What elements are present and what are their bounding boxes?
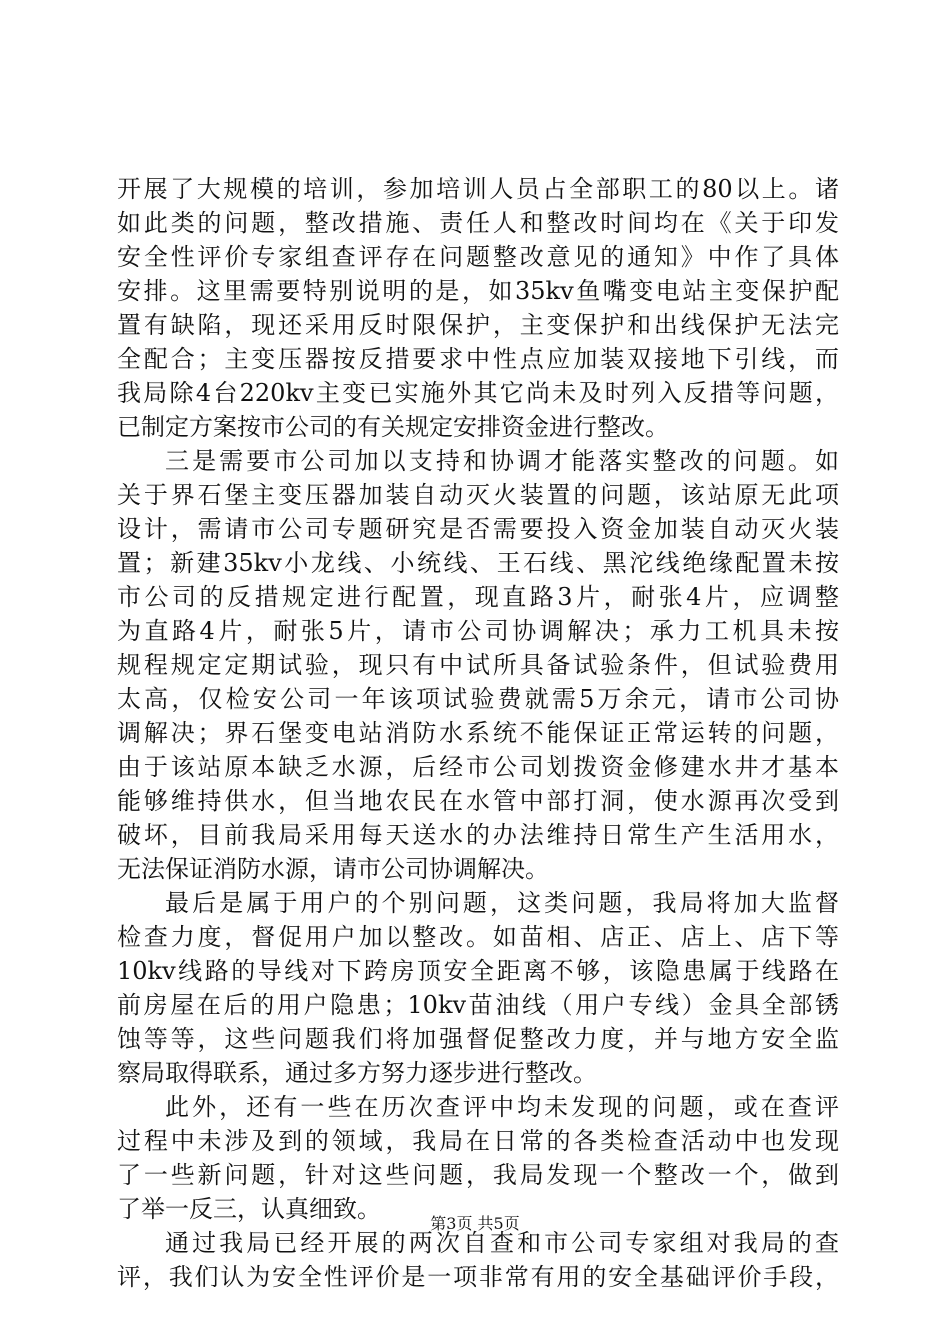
- body-line: 安全性评价专家组查评存在问题整改意见的通知》中作了具体: [117, 243, 839, 271]
- page-footer: [0, 1212, 950, 1236]
- body-line: 此外，还有一些在历次查评中均未发现的问题，或在查评: [165, 1093, 839, 1121]
- body-line: 了一些新问题，针对这些问题，我局发现一个整改一个，做到: [117, 1161, 839, 1189]
- page-number: 第3页 共5页: [430, 1214, 520, 1233]
- body-line: 置；新建35kv小龙线、小统线、王石线、黑沱线绝缘配置未按: [117, 549, 839, 577]
- body-line: 检查力度，督促用户加以整改。如苗相、店正、店上、店下等: [117, 923, 839, 951]
- body-line: 三是需要市公司加以支持和协调才能落实整改的问题。如: [165, 447, 839, 475]
- body-line: 了举一反三，认真细致。: [117, 1195, 381, 1223]
- body-line: 最后是属于用户的个别问题，这类问题，我局将加大监督: [165, 889, 839, 917]
- body-line: 置有缺陷，现还采用反时限保护，主变保护和出线保护无法完: [117, 311, 839, 339]
- body-line: 10kv线路的导线对下跨房顶安全距离不够，该隐患属于线路在: [117, 957, 839, 985]
- body-line: 蚀等等，这些问题我们将加强督促整改力度，并与地方安全监: [117, 1025, 839, 1053]
- body-line: 开展了大规模的培训，参加培训人员占全部职工的80以上。诸: [117, 175, 839, 203]
- body-line: 由于该站原本缺乏水源，后经市公司划拨资金修建水井才基本: [117, 753, 839, 781]
- body-line: 通过我局已经开展的两次自查和市公司专家组对我局的查: [165, 1229, 839, 1257]
- body-line: 全配合；主变压器按反措要求中性点应加装双接地下引线，而: [117, 345, 839, 373]
- body-line: 为直路4片，耐张5片，请市公司协调解决；承力工机具未按: [117, 617, 839, 645]
- body-line: 无法保证消防水源，请市公司协调解决。: [117, 855, 549, 883]
- body-line: 如此类的问题，整改措施、责任人和整改时间均在《关于印发: [117, 209, 839, 237]
- body-line: 关于界石堡主变压器加装自动灭火装置的问题，该站原无此项: [117, 481, 839, 509]
- body-line: 评，我们认为安全性评价是一项非常有用的安全基础评价手段，: [117, 1263, 839, 1291]
- body-line: 察局取得联系，通过多方努力逐步进行整改。: [117, 1059, 597, 1087]
- body-line: 我局除4台220kv主变已实施外其它尚未及时列入反措等问题，: [117, 379, 839, 407]
- body-line: 调解决；界石堡变电站消防水系统不能保证正常运转的问题，: [117, 719, 839, 747]
- body-line: 过程中未涉及到的领域，我局在日常的各类检查活动中也发现: [117, 1127, 839, 1155]
- body-line: 规程规定定期试验，现只有中试所具备试验条件，但试验费用: [117, 651, 839, 679]
- body-line: 前房屋在后的用户隐患；10kv苗油线（用户专线）金具全部锈: [117, 991, 839, 1019]
- body-line: 太高，仅检安公司一年该项试验费就需5万余元，请市公司协: [117, 685, 839, 713]
- document-body: [117, 172, 839, 1294]
- body-line: 已制定方案按市公司的有关规定安排资金进行整改。: [117, 413, 669, 441]
- body-line: 设计，需请市公司专题研究是否需要投入资金加装自动灭火装: [117, 515, 839, 543]
- body-line: 破坏，目前我局采用每天送水的办法维持日常生产生活用水，: [117, 821, 839, 849]
- body-line: 安排。这里需要特别说明的是，如35kv鱼嘴变电站主变保护配: [117, 277, 839, 305]
- body-line: 能够维持供水，但当地农民在水管中部打洞，使水源再次受到: [117, 787, 839, 815]
- body-line: 市公司的反措规定进行配置，现直路3片，耐张4片，应调整: [117, 583, 839, 611]
